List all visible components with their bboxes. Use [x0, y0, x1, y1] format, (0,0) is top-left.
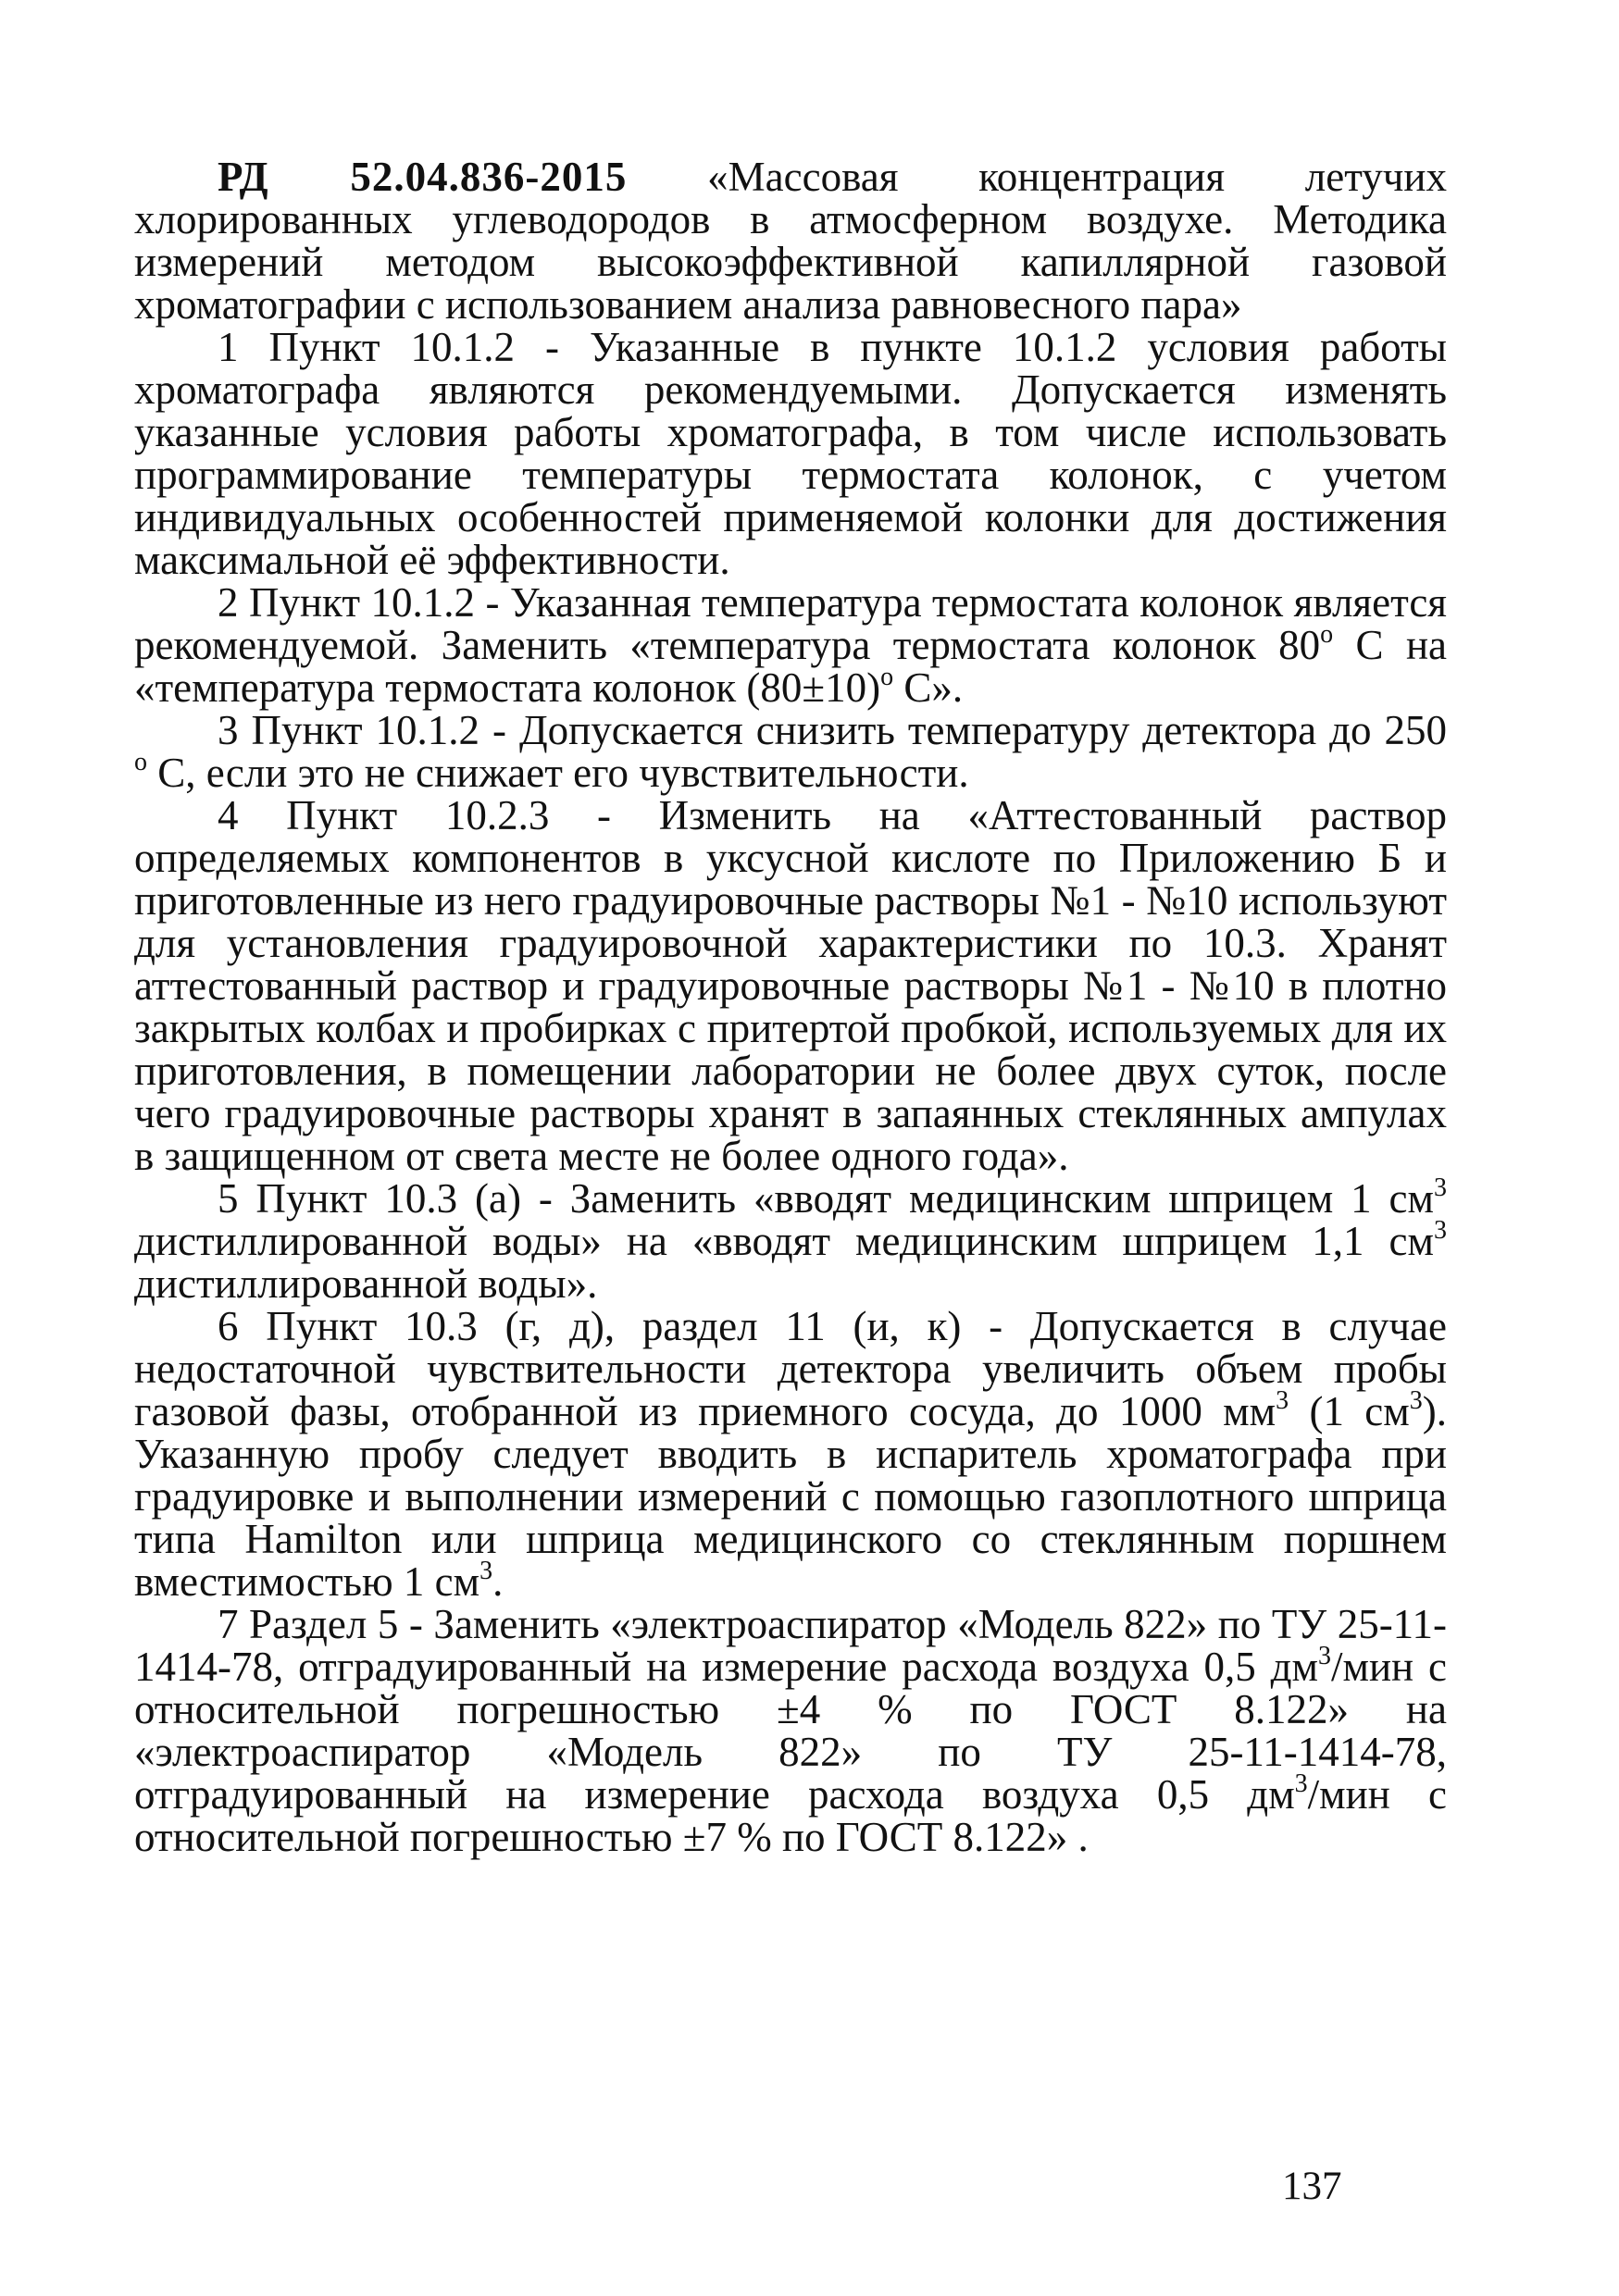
item-3: 3 Пункт 10.1.2 - Допускается снизить температуру детектора до 250 $^o$ С, если это не снижает его чувствительности.	[134, 707, 1447, 796]
document-code: РД 52.04.836-2015	[218, 154, 628, 200]
cube-superscript: 3	[1434, 1173, 1447, 1202]
degree-superscript: o	[1320, 620, 1334, 649]
item-4: 4 Пункт 10.2.3 - Изменить на «Аттестованный раствор определяемых компонентов в уксусной кислоте по Приложению Б и приготовленные из него градуировочные растворы №1 - №10 используют для установления градуировочной характеристики по 10.3. Хранят аттестованный раствор и градуировочные растворы №1 - №10 в плотно закрытых колбах и пробирках с притертой пробкой, используемых для их приготовления, в помещении лаборатории не более двух суток, после чего градуировочные растворы хранят в запаянных стеклянных ампулах в защищенном от света месте не более одного года».	[134, 792, 1447, 1179]
item-7: 7 Раздел 5 - Заменить «электроаспиратор «Модель 822» по ТУ 25-11-1414-78, отградуированный на измерение расхода воздуха 0,5 $дм^3$/мин с относительной погрешностью ±4 % по ГОСТ 8.122» на «электроаспиратор «Модель 822» по ТУ 25-11-1414-78, отградуированный на измерение расхода воздуха 0,5 $дм^3$/мин с относительной погрешностью ±7 % по ГОСТ 8.122» .	[134, 1601, 1448, 1860]
cube-superscript: 3	[1317, 1642, 1331, 1670]
document-page	[134, 155, 1447, 1858]
cube-superscript: 3	[1276, 1386, 1289, 1415]
degree-superscript: o	[134, 748, 147, 776]
item-2: 2 Пункт 10.1.2 - Указанная температура термостата колонок является рекомендуемой. Заменить «температура термостата колонок 80$^o$ С на «температура термостата колонок $(80\pm 10)^o$ С».	[134, 579, 1447, 711]
degree-superscript: o	[880, 663, 894, 691]
page-number: 137	[1282, 2165, 1342, 2208]
cube-superscript: 3	[1409, 1386, 1423, 1415]
item-6: 6 Пункт 10.3 (г, д), раздел 11 (и, к) - Допускается в случае недостаточной чувствительности детектора увеличить объем пробы газовой фазы, отобранной из приемного сосуда, до 1000 $мм^3$ (1 $см^3$). Указанную пробу следует вводить в испаритель хроматографа при градуировке и выполнении измерений с помощью газоплотного шприца типа Hamilton или шприца медицинского со стеклянным поршнем вместимостью 1 $см^3$.	[134, 1303, 1447, 1605]
cube-superscript: 3	[479, 1557, 493, 1585]
cube-superscript: 3	[1434, 1216, 1447, 1245]
item-5: 5 Пункт 10.3 (а) - Заменить «вводят медицинским шприцем 1 $см^3$ дистиллированной воды» на «вводят медицинским шприцем 1,1 $см^3$ дистиллированной воды».	[134, 1173, 1447, 1307]
document-title	[134, 155, 1447, 326]
cube-superscript: 3	[1294, 1769, 1308, 1798]
document-title-text: «Массовая концентрация летучих хлорированных углеводородов в атмосферном воздухе. Методика измерений методом высокоэффективной капиллярной газовой хроматографии с использованием анализа равновесного пара»	[134, 154, 1447, 328]
item-1: 1 Пункт 10.1.2 - Указанные в пункте 10.1.2 условия работы хроматографа являются рекомендуемыми. Допускается изменять указанные условия работы хроматографа, в том числе использовать программирование температуры термостата колонок, с учетом индивидуальных особенностей применяемой колонки для достижения максимальной её эффективности.	[134, 324, 1447, 583]
